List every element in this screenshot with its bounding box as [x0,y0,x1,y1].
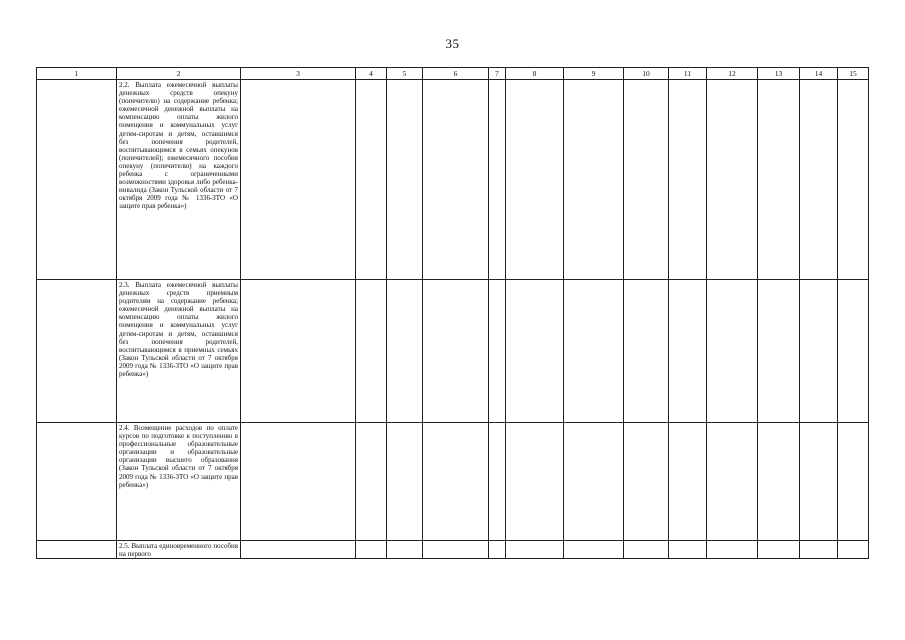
table-cell-description [117,423,241,541]
table-cell [356,280,387,423]
column-header: 3 [241,68,356,80]
column-header: 11 [669,68,707,80]
table-cell [564,80,624,280]
table-cell [564,280,624,423]
page-number: 35 [445,36,460,51]
table-cell [800,423,838,541]
column-header: 12 [707,68,758,80]
row-description: 2.4. Возмещение расходов по оплате курсов по подготовке к поступлению в профессиональные образовательные организации и образовательные организации высшего образования (Закон Тульской области от 7 октября 2009 года № 1336-ЗТО «О защите прав ребенка») [119,424,238,489]
data-table [36,67,869,559]
table-cell [838,541,869,559]
table-row [37,423,869,541]
table-cell [37,280,117,423]
table-cell [800,80,838,280]
table-cell [624,423,669,541]
table-cell [838,280,869,423]
column-header: 4 [356,68,387,80]
table-cell [564,541,624,559]
table-cell [758,423,800,541]
table-cell [241,280,356,423]
table-cell [758,280,800,423]
table-cell [669,280,707,423]
table-cell [387,280,423,423]
column-header: 2 [117,68,241,80]
table-row [37,541,869,559]
table-cell [707,541,758,559]
column-header: 8 [506,68,564,80]
table-cell [489,423,506,541]
row-description: 2.5. Выплата единовременного пособия на первого [119,542,238,559]
table-row [37,80,869,280]
table-row [37,280,869,423]
table-cell [423,541,489,559]
column-header: 14 [800,68,838,80]
table-cell [241,423,356,541]
column-header: 9 [564,68,624,80]
table-cell-description [117,80,241,280]
table-cell [37,80,117,280]
table-cell [241,80,356,280]
table-cell [506,541,564,559]
column-header: 7 [489,68,506,80]
table-cell [669,541,707,559]
column-header: 15 [838,68,869,80]
table-cell [37,541,117,559]
table-cell [37,423,117,541]
table-cell [423,280,489,423]
column-header: 13 [758,68,800,80]
table-cell [624,541,669,559]
row-description: 2.3. Выплата ежемесячной выплаты денежных средств приемным родителям на содержание ребенка; ежемесячной денежной выплаты на компенсацию оплаты жилого помещения и коммунальных услуг детям-сиротам и детям, оставшимся без попечения родителей, воспитывающимся в приемных семьях (Закон Тульской области от 7 октября 2009 года № 1336-ЗТО «О защите прав ребенка») [119,281,238,379]
column-header: 5 [387,68,423,80]
column-header: 6 [423,68,489,80]
table-cell [241,541,356,559]
table-cell [423,423,489,541]
table-cell [838,423,869,541]
table-cell [423,80,489,280]
table-cell [564,423,624,541]
table-cell [506,423,564,541]
table-cell [707,280,758,423]
table-cell-description [117,280,241,423]
column-header: 1 [37,68,117,80]
table-cell [758,80,800,280]
column-header: 10 [624,68,669,80]
header-row [37,68,869,80]
table-cell [838,80,869,280]
table-cell [387,80,423,280]
table-cell [707,80,758,280]
table-cell [800,280,838,423]
table-cell [624,80,669,280]
table-cell [669,80,707,280]
table-cell [669,423,707,541]
table-cell [489,80,506,280]
table-cell [506,280,564,423]
row-description: 2.2. Выплата ежемесячной выплаты денежных средств опекуну (попечителю) на содержание ребенка; ежемесячной денежной выплаты на компенсацию оплаты жилого помещения и коммунальных услуг детям-сиротам и детям, оставшимся без попечения родителей, воспитывающимся в семьях опекунов (попечителей); ежемесячного пособия опекуну (попечителю) на каждого ребенка с ограниченными возможностями здоровья либо ребенка-инвалида (Закон Тульской области от 7 октября 2009 года № 1336-ЗТО «О защите прав ребенка») [119,81,238,211]
table-cell [387,423,423,541]
table-cell [356,423,387,541]
table-cell [356,80,387,280]
table-cell [489,280,506,423]
table-cell [489,541,506,559]
table-cell [356,541,387,559]
table-cell [387,541,423,559]
table-cell [624,280,669,423]
table-cell [758,541,800,559]
table-cell-description [117,541,241,559]
table-cell [707,423,758,541]
table-cell [800,541,838,559]
table-cell [506,80,564,280]
